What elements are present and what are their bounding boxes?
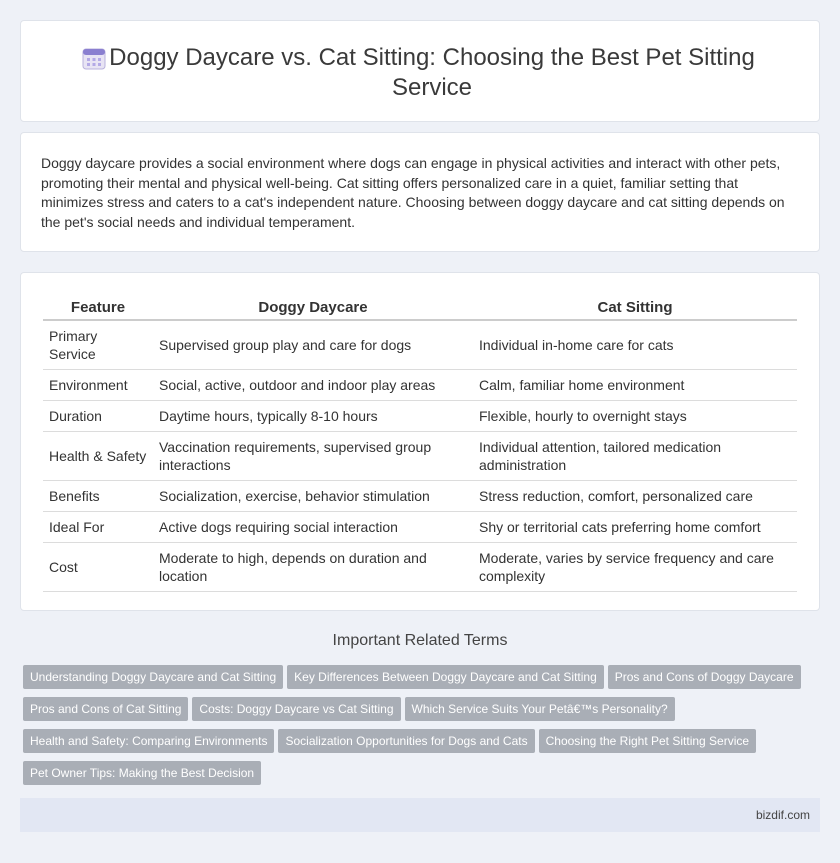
doggy-daycare-cell: Daytime hours, typically 8-10 hours (153, 401, 473, 432)
cat-sitting-cell: Stress reduction, comfort, personalized care (473, 481, 797, 512)
related-tag[interactable]: Understanding Doggy Daycare and Cat Sitting (23, 665, 283, 689)
header-feature: Feature (43, 293, 153, 320)
doggy-daycare-cell: Vaccination requirements, supervised group interactions (153, 432, 473, 481)
table-row (43, 543, 797, 592)
comparison-table (43, 293, 797, 592)
title-card (20, 20, 820, 122)
feature-cell: Duration (43, 401, 153, 432)
feature-cell: Cost (43, 543, 153, 592)
doggy-daycare-cell: Social, active, outdoor and indoor play areas (153, 370, 473, 401)
doggy-daycare-cell: Socialization, exercise, behavior stimulation (153, 481, 473, 512)
related-terms-title: Important Related Terms (332, 632, 508, 649)
table-row (43, 481, 797, 512)
cat-sitting-cell: Flexible, hourly to overnight stays (473, 401, 797, 432)
intro-text: Doggy daycare provides a social environment where dogs can engage in physical activities and interact with other pets, promoting their mental and physical well-being. Cat sitting offers personalized care in a quiet, familiar setting that minimizes stress and caters to a cat's independent nature. Choosing between doggy daycare and cat sitting depends on the pet's social needs and individual temperament. (41, 155, 785, 230)
cat-sitting-cell: Shy or territorial cats preferring home comfort (473, 512, 797, 543)
related-tag[interactable]: Choosing the Right Pet Sitting Service (539, 729, 756, 753)
footer (20, 798, 820, 832)
feature-cell: Primary Service (43, 320, 153, 370)
page-title: Doggy Daycare vs. Cat Sitting: Choosing the Best Pet Sitting Service (109, 44, 755, 101)
footer-brand[interactable]: bizdif.com (755, 808, 810, 822)
doggy-daycare-cell: Supervised group play and care for dogs (153, 320, 473, 370)
related-tag[interactable]: Which Service Suits Your Petâ€™s Personality? (405, 697, 675, 721)
related-tag[interactable]: Pros and Cons of Cat Sitting (23, 697, 188, 721)
table-row (43, 320, 797, 370)
doggy-daycare-cell: Moderate to high, depends on duration and location (153, 543, 473, 592)
related-tag[interactable]: Health and Safety: Comparing Environments (23, 729, 274, 753)
doggy-daycare-cell: Active dogs requiring social interaction (153, 512, 473, 543)
related-tag[interactable]: Pros and Cons of Doggy Daycare (608, 665, 801, 689)
table-row (43, 401, 797, 432)
feature-cell: Benefits (43, 481, 153, 512)
related-tag[interactable]: Key Differences Between Doggy Daycare and Cat Sitting (287, 665, 604, 689)
header-doggy-daycare: Doggy Daycare (153, 293, 473, 320)
related-tag[interactable]: Pet Owner Tips: Making the Best Decision (23, 761, 261, 785)
related-tag[interactable]: Costs: Doggy Daycare vs Cat Sitting (192, 697, 400, 721)
cat-sitting-cell: Individual in-home care for cats (473, 320, 797, 370)
cat-sitting-cell: Calm, familiar home environment (473, 370, 797, 401)
comparison-table-card (20, 272, 820, 611)
header-cat-sitting: Cat Sitting (473, 293, 797, 320)
table-row (43, 512, 797, 543)
cat-sitting-cell: Individual attention, tailored medication administration (473, 432, 797, 481)
table-row (43, 432, 797, 481)
feature-cell: Environment (43, 370, 153, 401)
feature-cell: Health & Safety (43, 432, 153, 481)
related-tag[interactable]: Socialization Opportunities for Dogs and Cats (278, 729, 534, 753)
feature-cell: Ideal For (43, 512, 153, 543)
related-tags (23, 665, 823, 793)
table-row (43, 370, 797, 401)
intro-card (20, 132, 820, 252)
cat-sitting-cell: Moderate, varies by service frequency and care complexity (473, 543, 797, 592)
